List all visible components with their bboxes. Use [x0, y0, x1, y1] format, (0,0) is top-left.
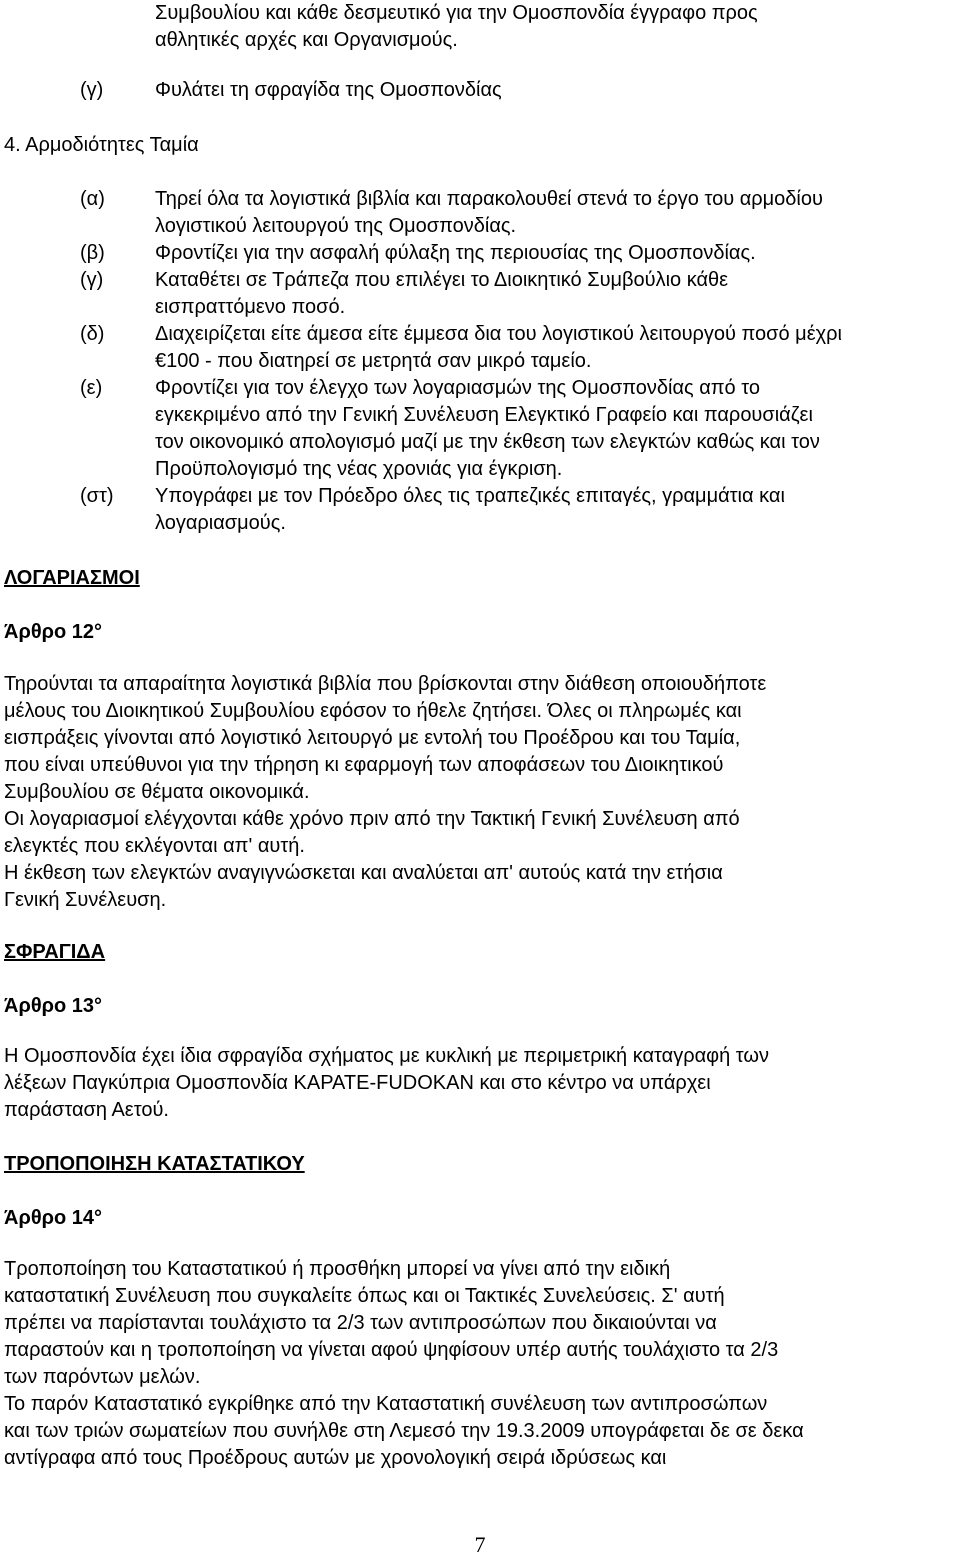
- section-heading: ΤΡΟΠΟΠΟΙΗΣΗ ΚΑΤΑΣΤΑΤΙΚΟΥ: [4, 1153, 305, 1175]
- item-text: Φυλάτει τη σφραγίδα της Ομοσπονδίας: [155, 79, 502, 101]
- item-label: (γ): [80, 269, 104, 291]
- item-text: Υπογράφει με τον Πρόεδρο όλες τις τραπεζικές επιταγές, γραμμάτια και λογαριασμούς.: [155, 485, 785, 534]
- section-heading: ΣΦΡΑΓΙΔΑ: [4, 941, 106, 963]
- item-label: (α): [80, 188, 105, 210]
- article-title: Άρθρο 14°: [4, 1207, 103, 1229]
- item-label: (β): [80, 242, 105, 264]
- paragraph: Τροποποίηση του Καταστατικού ή προσθήκη μπορεί να γίνει από την ειδική καταστατική Συνέλευση που συγκαλείτε όπως και οι Τακτικές Συνελεύσεις. Σ' αυτή πρέπει να παρίστανται τουλάχιστο τα 2/3 των αντιπροσώπων που δικαιούνται να παραστούν και η τροποποίηση να γίνεται αφού ψηφίσουν υπέρ αυτής τουλάχιστο τα 2/3 των παρόντων μελών. Το παρόν Καταστατικό εγκρίθηκε από την Καταστατική συνέλευση των αντιπροσώπων και των τριών σωματείων που συνήλθε στη Λεμεσό την 19.3.2009 υπογράφεται δε σε δεκα αντίγραφα από τους Προέδρους αυτών με χρονολογική σειρά ιδρύσεως και: [4, 1258, 804, 1469]
- paragraph: Η Ομοσπονδία έχει ίδια σφραγίδα σχήματος με κυκλική με περιμετρική καταγραφή των λέξεων Παγκύπρια Ομοσπονδία ΚΑΡΑΤΕ-FUDOKAN και στο κέντρο να υπάρχει παράσταση Αετού.: [4, 1045, 770, 1121]
- item-label: (στ): [80, 485, 114, 507]
- text-line: Συμβουλίου και κάθε δεσμευτικό για την Ομοσπονδία έγγραφο προς: [155, 2, 758, 24]
- item-text: Φροντίζει για την ασφαλή φύλαξη της περιουσίας της Ομοσπονδίας.: [155, 242, 756, 264]
- text-line: αθλητικές αρχές και Οργανισμούς.: [155, 29, 458, 51]
- item-text: Καταθέτει σε Τράπεζα που επιλέγει το Διοικητικό Συμβούλιο κάθε εισπραττόμενο ποσό.: [155, 269, 729, 318]
- page-number: 7: [474, 1532, 486, 1557]
- item-label: (ε): [80, 377, 103, 399]
- item-text: Φροντίζει για τον έλεγχο των λογαριασμών της Ομοσπονδίας από το εγκεκριμένο από την Γενική Συνέλευση Ελεγκτικό Γραφείο και παρουσιάζει τον οικονομικό απολογισμό μαζί με την έκθεση των ελεγκτών καθώς και τον Προϋπολογισμό της νέας χρονιάς για έγκριση.: [155, 377, 820, 480]
- item-text: Διαχειρίζεται είτε άμεσα είτε έμμεσα δια του λογιστικού λειτουργού ποσό μέχρι €100 - που διατηρεί σε μετρητά σαν μικρό ταμείο.: [155, 323, 842, 372]
- paragraph: Τηρούνται τα απαραίτητα λογιστικά βιβλία που βρίσκονται στην διάθεση οποιουδήποτε μέλους του Διοικητικού Συμβουλίου εφόσον το ήθελε ζητήσει. Όλες οι πληρωμές και εισπράξεις γίνονται από λογιστικό λειτουργό με εντολή του Προέδρου και του Ταμία, που είναι υπεύθυνοι για την τήρηση κι εφαρμογή των αποφάσεων του Διοικητικού Συμβουλίου σε θέματα οικονομικά. Οι λογαριασμοί ελέγχονται κάθε χρόνο πριν από την Τακτική Γενική Συνέλευση από ελεγκτές που εκλέγονται απ' αυτή. Η έκθεση των ελεγκτών αναγιγνώσκεται και αναλύεται απ' αυτούς κατά την ετήσια Γενική Συνέλευση.: [4, 673, 767, 911]
- section-heading: ΛΟΓΑΡΙΑΣΜΟΙ: [4, 567, 140, 589]
- item-text: Τηρεί όλα τα λογιστικά βιβλία και παρακολουθεί στενά το έργο του αρμοδίου λογιστικού λειτουργού της Ομοσπονδίας.: [155, 188, 823, 237]
- item-label: (γ): [80, 79, 104, 101]
- article-title: Άρθρο 13°: [4, 995, 103, 1017]
- section-title: 4. Αρμοδιότητες Ταμία: [4, 134, 199, 156]
- article-title: Άρθρο 12°: [4, 621, 103, 643]
- item-label: (δ): [80, 323, 105, 345]
- continuation-text: [155, 0, 955, 54]
